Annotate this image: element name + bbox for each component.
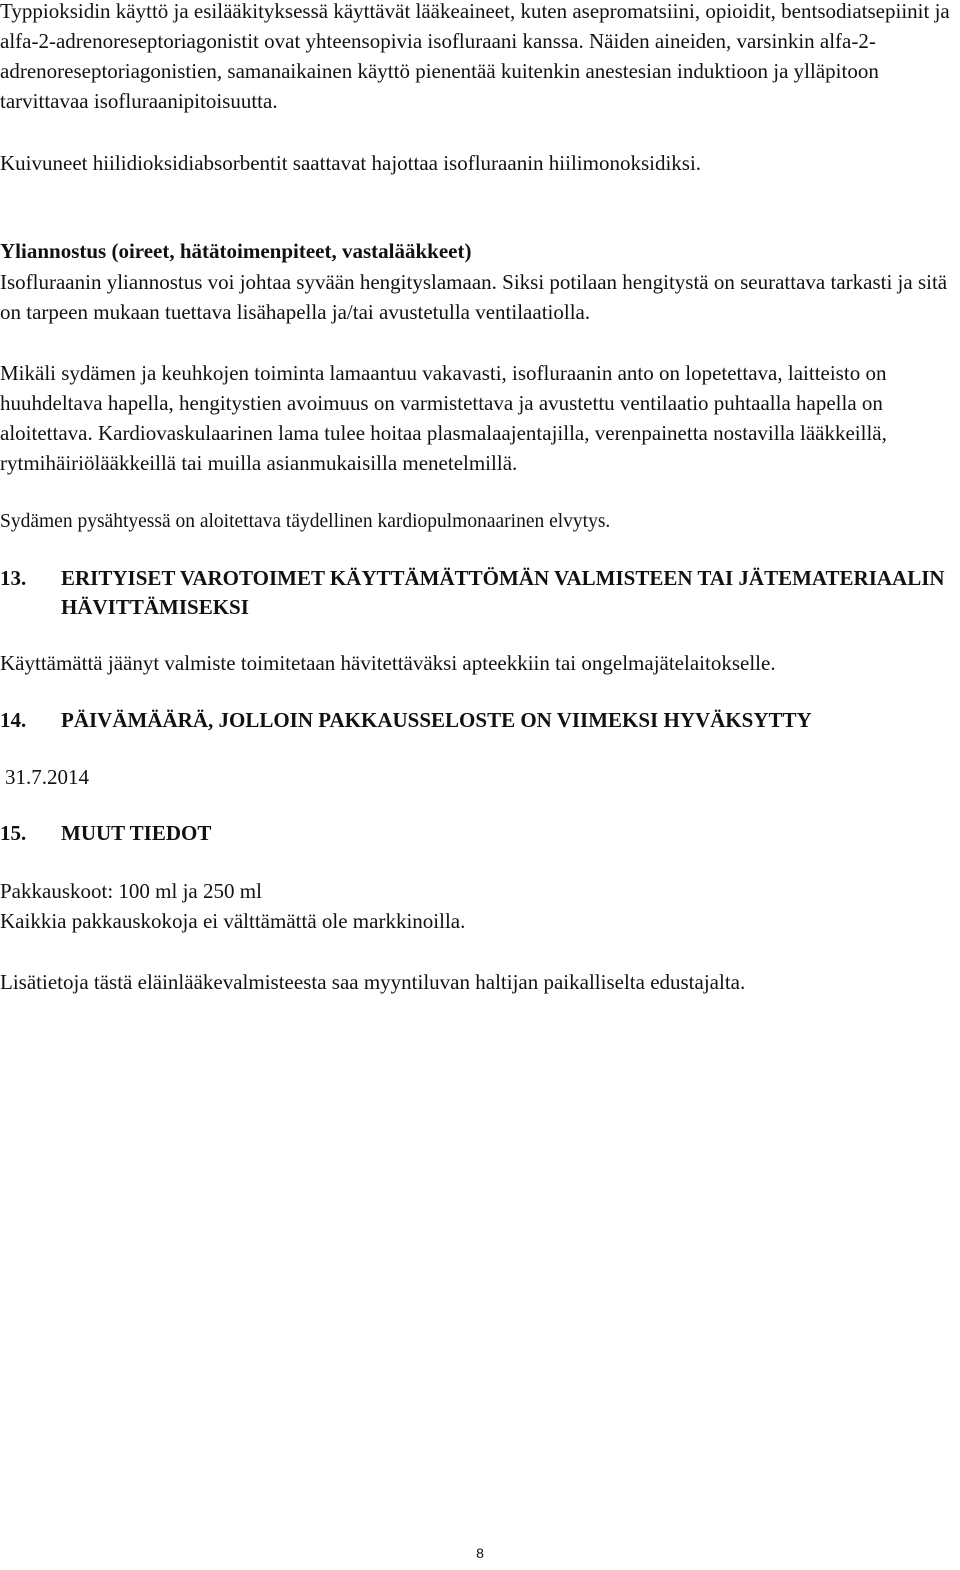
interactions-paragraph: Typpioksidin käyttö ja esilääkityksessä käyttävät lääkeaineet, kuten asepromatsiini, opioidit, bentsodiatsepiinit ja alfa-2-adrenoreseptoriagonistit ovat yhteensopivia isofluraani kanssa. Näiden aineiden, varsinkin alfa-2-adrenoreseptoriagonistien, samanaikainen käyttö pienentää kuitenkin anestesian induktioon ja ylläpitoon tarvittavaa isofluraanipitoisuutta. bbox=[0, 0, 950, 113]
more-info-text: Lisätietoja tästä eläinlääkevalmisteesta saa myyntiluvan haltijan paikalliselta edustajalta. bbox=[0, 970, 746, 994]
pack-sizes-text: Pakkauskoot: 100 ml ja 250 ml bbox=[0, 879, 262, 903]
overdose-heading: Yliannostus (oireet, hätätoimenpiteet, vastalääkkeet) bbox=[0, 239, 472, 263]
section-15-number: 15. bbox=[0, 821, 27, 845]
approval-date: 31.7.2014 bbox=[5, 765, 89, 789]
marketing-text: Kaikkia pakkauskokoja ei välttämättä ole markkinoilla. bbox=[0, 909, 466, 933]
section-13-text: Käyttämättä jäänyt valmiste toimitetaan hävitettäväksi apteekkiin tai ongelmajätelaitokselle. bbox=[0, 651, 776, 675]
section-14-number: 14. bbox=[0, 708, 27, 732]
section-14-title: PÄIVÄMÄÄRÄ, JOLLOIN PAKKAUSSELOSTE ON VIIMEKSI HYVÄKSYTTY bbox=[61, 708, 812, 732]
section-15-title: MUUT TIEDOT bbox=[61, 821, 212, 845]
section-15-heading bbox=[0, 818, 958, 848]
section-13-number: 13. bbox=[0, 566, 27, 590]
absorbents-paragraph: Kuivuneet hiilidioksidiabsorbentit saattavat hajottaa isofluraanin hiilimonoksidiksi. bbox=[0, 151, 702, 175]
section-14-heading bbox=[0, 705, 958, 735]
overdose-paragraph-2: Mikäli sydämen ja keuhkojen toiminta lamaantuu vakavasti, isofluraanin anto on lopetettava, laitteisto on huuhdeltava hapella, hengitystien avoimuus on varmistettava ja avustettu ventilaatio puhtaalla hapella on aloitettava. Kardiovaskulaarinen lama tulee hoitaa plasmalaajentajilla, verenpainetta nostavilla lääkkeillä, rytmihäiriölääkkeillä tai muilla asianmukaisilla menetelmillä. bbox=[0, 361, 887, 475]
section-13-title: ERITYISET VAROTOIMET KÄYTTÄMÄTTÖMÄN VALMISTEEN TAI JÄTEMATERIAALIN HÄVITTÄMISEKSI bbox=[61, 566, 945, 619]
section-13-heading bbox=[0, 564, 958, 622]
page-number: 8 bbox=[476, 1545, 484, 1561]
overdose-paragraph-1: Isofluraanin yliannostus voi johtaa syvään hengityslamaan. Siksi potilaan hengitystä on seurattava tarkasti ja sitä on tarpeen mukaan tuettava lisähapella ja/tai avustetulla ventilaatiolla. bbox=[0, 270, 948, 324]
overdose-paragraph-3: Sydämen pysähtyessä on aloitettava täydellinen kardiopulmonaarinen elvytys. bbox=[0, 511, 611, 532]
